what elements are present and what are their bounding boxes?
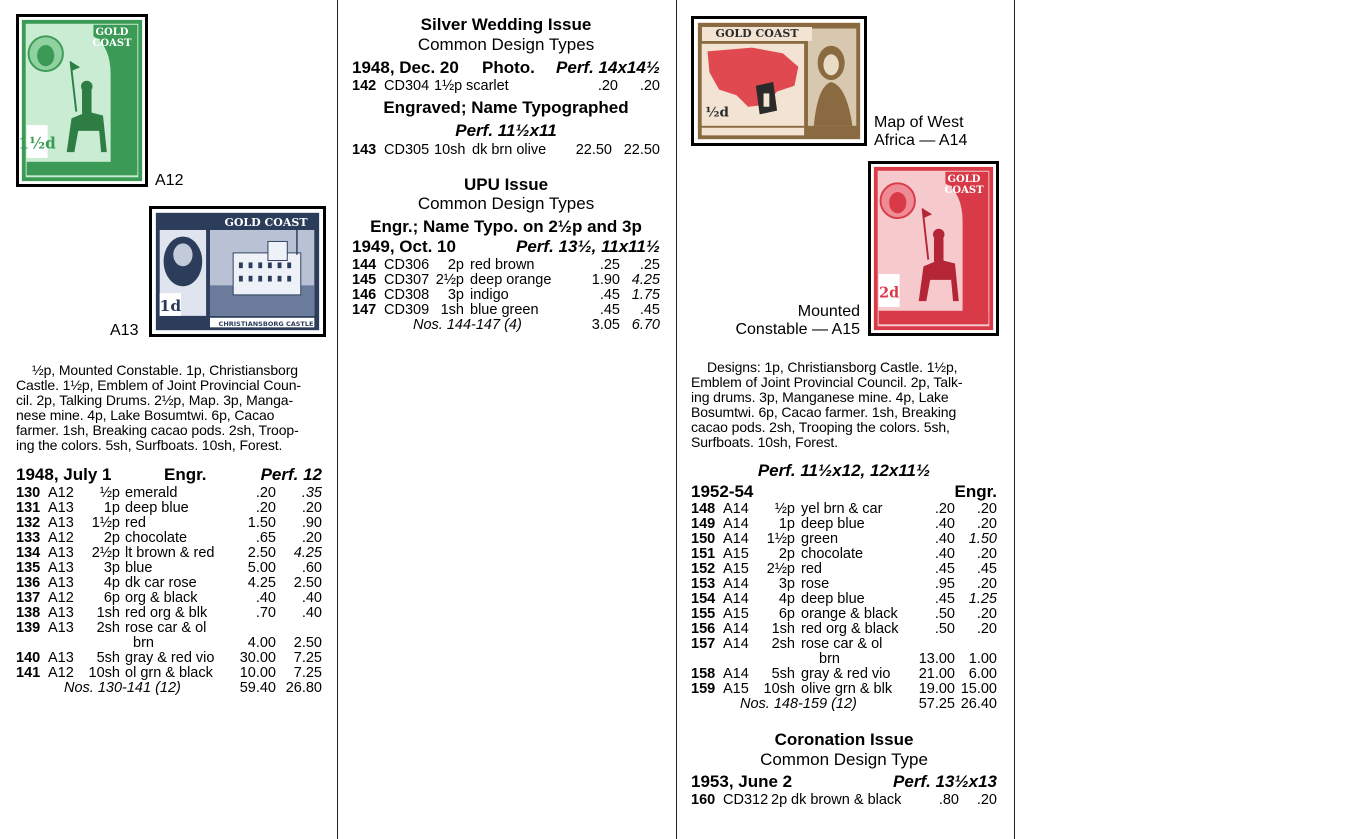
row-mint: .45	[599, 287, 620, 303]
row-used: .20	[639, 78, 660, 94]
svg-text:1½d: 1½d	[19, 134, 56, 153]
upu-title: UPU Issue	[463, 175, 549, 194]
row-used: .20	[976, 576, 997, 592]
row-number: 138	[16, 605, 41, 621]
row-denom: 2½p	[766, 561, 795, 577]
stamp-row	[691, 607, 997, 622]
stamp-row-143	[352, 143, 660, 158]
row-color: orange & black	[801, 606, 898, 622]
issue-date: 1948, July 1	[16, 465, 112, 484]
row-used: .35	[301, 485, 322, 501]
row-denom: 1½p	[766, 531, 795, 547]
stamp-row	[16, 531, 322, 546]
row-color: rose	[801, 576, 830, 592]
stamp-row	[16, 666, 322, 681]
row-used: .40	[301, 605, 322, 621]
stamp-a15-caption-1: Mounted	[797, 303, 860, 320]
row-type: A15	[723, 606, 749, 622]
row-type: A13	[48, 560, 74, 576]
row-mint: 1.50	[247, 515, 276, 531]
row-mint: .20	[255, 485, 276, 501]
column-1	[0, 0, 338, 839]
row-used: .20	[976, 792, 997, 808]
row-denom: 2p	[103, 530, 120, 546]
stamp-a15-image	[868, 161, 999, 336]
stamp-row	[691, 592, 997, 607]
row-denom: ½p	[99, 485, 120, 501]
row-number: 156	[691, 621, 716, 637]
row-used: .25	[639, 257, 660, 273]
row-used: .20	[976, 546, 997, 562]
designs-line: Designs: 1p, Christiansborg Castle. 1½p,	[707, 359, 958, 375]
row-number: 141	[16, 665, 41, 681]
row-denom: 1sh	[96, 605, 120, 621]
row-color: red org & blk	[125, 605, 208, 621]
stamp-row	[16, 501, 322, 516]
row-type: A15	[723, 681, 749, 697]
row-color: lt brown & red	[125, 545, 215, 561]
row-number: 135	[16, 560, 41, 576]
stamp-row	[691, 667, 997, 682]
column-2	[338, 0, 677, 839]
stamp-row	[691, 622, 997, 637]
row-number: 155	[691, 606, 716, 622]
row-type: A14	[723, 531, 749, 547]
row-number: 145	[352, 272, 377, 288]
row-type: CD307	[384, 272, 430, 288]
row-type: A12	[48, 665, 74, 681]
row-mint: 2.50	[247, 545, 276, 561]
row-color: gray & red vio	[801, 666, 891, 682]
stamp-row	[691, 532, 997, 547]
set-total-label: Nos. 130-141 (12)	[64, 680, 181, 696]
row-used: .60	[301, 560, 322, 576]
set-total-used: 26.40	[960, 696, 997, 712]
coronation-title: Coronation Issue	[774, 730, 914, 749]
row-color: deep blue	[801, 516, 865, 532]
row-mint: .45	[934, 561, 955, 577]
row-denom: ½p	[774, 501, 795, 517]
stamp-a12-image	[16, 14, 148, 187]
designs-line: nese mine. 4p, Lake Bosumtwi. 6p, Cacao	[16, 407, 275, 423]
coronation-subtitle: Common Design Type	[760, 750, 928, 769]
designs-line: cil. 2p, Talking Drums. 2½p, Map. 3p, Manga-	[16, 392, 294, 408]
row-mint: .20	[934, 501, 955, 517]
stamp-row-160	[691, 793, 997, 808]
row-mint: .40	[934, 546, 955, 562]
silver-issue-perf: Perf. 14x14½	[556, 58, 660, 77]
row-type: A13	[48, 515, 74, 531]
designs-paragraph	[691, 360, 997, 450]
row-number: 143	[352, 142, 377, 158]
row-used: 6.00	[968, 666, 997, 682]
row-mint: 13.00	[918, 651, 955, 667]
row-type: CD308	[384, 287, 430, 303]
set-total-label: Nos. 144-147 (4)	[413, 317, 522, 333]
row-color: chocolate	[801, 546, 864, 562]
row-color: olive grn & blk	[801, 681, 893, 697]
row-number: 137	[16, 590, 41, 606]
row-type: A14	[723, 591, 749, 607]
row-used: .90	[301, 515, 322, 531]
row-color: chocolate	[125, 530, 188, 546]
stamp-a14-image	[691, 16, 867, 146]
row-mint: .20	[255, 500, 276, 516]
row-number: 149	[691, 516, 716, 532]
definitive-issue-method: Engr.	[954, 482, 997, 501]
stamp-row	[691, 637, 997, 652]
coronation-issue-date: 1953, June 2	[691, 772, 793, 791]
row-type: A14	[723, 666, 749, 682]
row-mint: .20	[597, 78, 618, 94]
row-mint: .70	[255, 605, 276, 621]
designs-paragraph	[16, 363, 322, 453]
row-mint: 1.90	[591, 272, 620, 288]
row-color: dk car rose	[125, 575, 197, 591]
row-denom: 10sh	[434, 142, 466, 158]
row-color: rose car & ol	[801, 636, 883, 652]
row-used: .20	[976, 606, 997, 622]
row-used: 1.50	[968, 531, 997, 547]
svg-text:1d: 1d	[159, 297, 182, 316]
row-type: A14	[723, 636, 749, 652]
row-type: A14	[723, 576, 749, 592]
row-denom: 3p	[778, 576, 795, 592]
stamp-row	[16, 486, 322, 501]
row-used: 15.00	[960, 681, 997, 697]
definitive-issue-date: 1952-54	[691, 482, 754, 501]
stamp-row-142	[352, 79, 660, 94]
row-mint: .95	[934, 576, 955, 592]
row-used: 1.00	[968, 651, 997, 667]
row-used: 22.50	[623, 142, 660, 158]
row-type: A14	[723, 516, 749, 532]
set-total-row	[691, 697, 997, 712]
row-denom: 1sh	[771, 621, 795, 637]
row-used: 4.25	[293, 545, 322, 561]
stamp-row	[16, 651, 322, 666]
row-mint: .40	[934, 516, 955, 532]
row-type: A13	[48, 575, 74, 591]
designs-line: Surfboats. 10sh, Forest.	[691, 434, 839, 450]
row-type: A14	[723, 621, 749, 637]
stamp-row	[691, 502, 997, 517]
upu-total-row	[352, 318, 660, 333]
row-mint: .50	[934, 606, 955, 622]
row-mint: 21.00	[918, 666, 955, 682]
row-used: 1.25	[968, 591, 997, 607]
row-color: org & black	[125, 590, 198, 606]
row-denom: 3p	[447, 287, 464, 303]
row-number: 150	[691, 531, 716, 547]
row-denom: 1p	[778, 516, 795, 532]
designs-line: farmer. 1sh, Breaking cacao pods. 2sh, Troop-	[16, 422, 299, 438]
row-denom: 2½p	[91, 545, 120, 561]
row-type: A13	[48, 500, 74, 516]
stamp-a12-caption: A12	[155, 172, 184, 189]
row-mint: 4.00	[247, 635, 276, 651]
stamp-row	[352, 303, 660, 318]
row-color: rose car & ol	[125, 620, 207, 636]
row-mint: 10.00	[239, 665, 276, 681]
upu-subtitle: Common Design Types	[417, 194, 595, 213]
row-denom: 4p	[103, 575, 120, 591]
row-denom: 4p	[778, 591, 795, 607]
row-denom: 1½p	[91, 515, 120, 531]
row-used: 4.25	[631, 272, 660, 288]
row-number: 146	[352, 287, 377, 303]
row-number: 140	[16, 650, 41, 666]
row-mint: .80	[938, 792, 959, 808]
row-used: .20	[976, 501, 997, 517]
row-type: A13	[48, 650, 74, 666]
row-number: 159	[691, 681, 716, 697]
row-number: 157	[691, 636, 716, 652]
stamp-row	[16, 606, 322, 621]
set-total-used: 26.80	[285, 680, 322, 696]
row-mint: .50	[934, 621, 955, 637]
row-number: 158	[691, 666, 716, 682]
row-used: 7.25	[293, 665, 322, 681]
row-denom: 2p	[447, 257, 464, 273]
set-total-mint: 59.40	[239, 680, 276, 696]
row-number: 142	[352, 78, 377, 94]
row-type: CD304	[384, 78, 430, 94]
row-denom: 2sh	[771, 636, 795, 652]
row-number: 133	[16, 530, 41, 546]
row-number: 144	[352, 257, 377, 273]
engraved-heading: Engraved; Name Typographed	[383, 98, 629, 117]
row-denom: 6p	[778, 606, 795, 622]
upu-issue-date: 1949, Oct. 10	[352, 237, 456, 256]
stamp-a15-country: GOLD COAST	[944, 174, 984, 196]
row-type: A14	[723, 501, 749, 517]
stamp-a13-country: GOLD COAST	[224, 216, 308, 229]
row-mint: 30.00	[239, 650, 276, 666]
row-type: CD305	[384, 142, 430, 158]
stamp-a14-country: GOLD COAST	[702, 27, 812, 41]
row-color: red	[801, 561, 822, 577]
row-denom: 10sh	[763, 681, 795, 697]
row-used: 2.50	[293, 635, 322, 651]
stamp-row	[16, 516, 322, 531]
stamp-a14-caption-2: Africa — A14	[874, 132, 968, 149]
row-type: A12	[48, 590, 74, 606]
stamp-row	[691, 577, 997, 592]
designs-line: ½p, Mounted Constable. 1p, Christiansborg	[32, 362, 298, 378]
row-denom: 10sh	[88, 665, 120, 681]
row-used: .20	[301, 500, 322, 516]
svg-text:2d: 2d	[879, 284, 900, 302]
row-number: 153	[691, 576, 716, 592]
row-denom: 5sh	[96, 650, 120, 666]
row-denom: 1p	[103, 500, 120, 516]
row-type: A13	[48, 620, 74, 636]
row-used: 2.50	[293, 575, 322, 591]
issue-perf: Perf. 12	[260, 465, 322, 484]
row-color: scarlet	[466, 78, 509, 94]
stamp-row	[691, 562, 997, 577]
issue-method: Engr.	[164, 465, 207, 484]
designs-line: cacao pods. 2sh, Trooping the colors. 5sh,	[691, 419, 950, 435]
row-used: 7.25	[293, 650, 322, 666]
row-number: 131	[16, 500, 41, 516]
stamp-a12-country: GOLD COAST	[92, 27, 132, 49]
row-color: red org & black	[801, 621, 899, 637]
row-number: 151	[691, 546, 716, 562]
row-color: deep blue	[125, 500, 189, 516]
row-number: 148	[691, 501, 716, 517]
row-used: .20	[976, 621, 997, 637]
silver-issue-method: Photo.	[482, 58, 535, 77]
row-type: A13	[48, 605, 74, 621]
row-type: CD309	[384, 302, 430, 318]
row-color: deep blue	[801, 591, 865, 607]
stamp-row	[16, 576, 322, 591]
row-color: blue	[125, 560, 153, 576]
set-total-row	[16, 681, 322, 696]
silver-issue-date: 1948, Dec. 20	[352, 58, 459, 77]
row-number: 154	[691, 591, 716, 607]
definitive-perf: Perf. 11½x12, 12x11½	[757, 461, 931, 480]
row-mint: .45	[934, 591, 955, 607]
row-type: A12	[48, 485, 74, 501]
row-color: green	[801, 531, 839, 547]
row-denom: 2½p	[435, 272, 464, 288]
designs-line: Emblem of Joint Provincial Council. 2p, Talk-	[691, 374, 963, 390]
stamp-row	[16, 546, 322, 561]
row-type: A15	[723, 561, 749, 577]
stamp-a14-caption-1: Map of West	[874, 114, 964, 131]
row-number: 160	[691, 792, 716, 808]
row-color: blue green	[470, 302, 539, 318]
row-used: .45	[976, 561, 997, 577]
row-color: brn	[133, 635, 154, 651]
row-denom: 1½p	[434, 78, 463, 94]
stamp-a13-image	[149, 206, 326, 337]
stamp-row	[352, 288, 660, 303]
row-denom: 1sh	[440, 302, 464, 318]
set-total-mint: 3.05	[591, 317, 620, 333]
coronation-issue-perf: Perf. 13½x13	[893, 772, 997, 791]
row-denom: 5sh	[771, 666, 795, 682]
row-mint: 19.00	[918, 681, 955, 697]
row-mint: 22.50	[575, 142, 612, 158]
row-type: CD312	[723, 792, 769, 808]
row-mint: 4.25	[247, 575, 276, 591]
row-number: 132	[16, 515, 41, 531]
row-mint: .40	[934, 531, 955, 547]
row-color: deep orange	[470, 272, 552, 288]
stamp-row	[16, 561, 322, 576]
row-used: .45	[639, 302, 660, 318]
stamp-a15-caption-2: Constable — A15	[735, 321, 860, 338]
row-color: emerald	[125, 485, 178, 501]
row-number: 147	[352, 302, 377, 318]
row-used: .40	[301, 590, 322, 606]
row-used: .20	[976, 516, 997, 532]
silver-wedding-subtitle: Common Design Types	[417, 35, 595, 54]
row-denom: 2p	[778, 546, 795, 562]
stamp-row	[691, 682, 997, 697]
stamp-row	[691, 652, 997, 667]
column-3	[677, 0, 1015, 839]
designs-line: Bosumtwi. 6p, Cacao farmer. 1sh, Breaking	[691, 404, 957, 420]
row-denom: 2p	[771, 792, 788, 808]
designs-line: ing the colors. 5sh, Surfboats. 10sh, Forest.	[16, 437, 283, 453]
stamp-row	[16, 636, 322, 651]
stamp-row	[352, 273, 660, 288]
row-number: 136	[16, 575, 41, 591]
row-type: A13	[48, 545, 74, 561]
stamp-row	[16, 621, 322, 636]
set-total-used: 6.70	[631, 317, 660, 333]
stamp-a13-inscription: CHRISTIANSBORG CASTLE	[218, 320, 314, 328]
stamp-row	[352, 258, 660, 273]
row-mint: 5.00	[247, 560, 276, 576]
row-mint: .45	[599, 302, 620, 318]
row-number: 134	[16, 545, 41, 561]
row-used: 1.75	[631, 287, 660, 303]
row-color: dk brn olive	[472, 142, 547, 158]
row-mint: .25	[599, 257, 620, 273]
row-denom: 2sh	[96, 620, 120, 636]
row-denom: 3p	[103, 560, 120, 576]
row-denom: 6p	[103, 590, 120, 606]
row-number: 152	[691, 561, 716, 577]
set-total-mint: 57.25	[918, 696, 955, 712]
row-type: A15	[723, 546, 749, 562]
row-number: 130	[16, 485, 41, 501]
row-mint: .65	[255, 530, 276, 546]
row-color: brn	[819, 651, 840, 667]
stamp-a13-caption: A13	[110, 322, 139, 339]
row-color: red brown	[470, 257, 535, 273]
stamp-row	[691, 517, 997, 532]
row-color: indigo	[470, 287, 509, 303]
row-used: .20	[301, 530, 322, 546]
designs-line: Castle. 1½p, Emblem of Joint Provincial Coun-	[16, 377, 301, 393]
stamp-row	[16, 591, 322, 606]
stamp-row	[691, 547, 997, 562]
row-number: 139	[16, 620, 41, 636]
svg-text:½d: ½d	[705, 104, 729, 121]
set-total-label: Nos. 148-159 (12)	[740, 696, 857, 712]
row-color: dk brown & black	[791, 792, 902, 808]
silver-perf-2: Perf. 11½x11	[455, 121, 557, 140]
upu-issue-perf: Perf. 13½, 11x11½	[516, 237, 660, 256]
silver-wedding-title: Silver Wedding Issue	[420, 15, 592, 34]
row-color: gray & red vio	[125, 650, 215, 666]
row-mint: .40	[255, 590, 276, 606]
row-color: yel brn & car	[801, 501, 883, 517]
row-color: ol grn & black	[125, 665, 213, 681]
row-type: A12	[48, 530, 74, 546]
row-color: red	[125, 515, 146, 531]
upu-engr-heading: Engr.; Name Typo. on 2½p and 3p	[370, 217, 642, 236]
row-type: CD306	[384, 257, 430, 273]
designs-line: ing drums. 3p, Manganese mine. 4p, Lake	[691, 389, 949, 405]
